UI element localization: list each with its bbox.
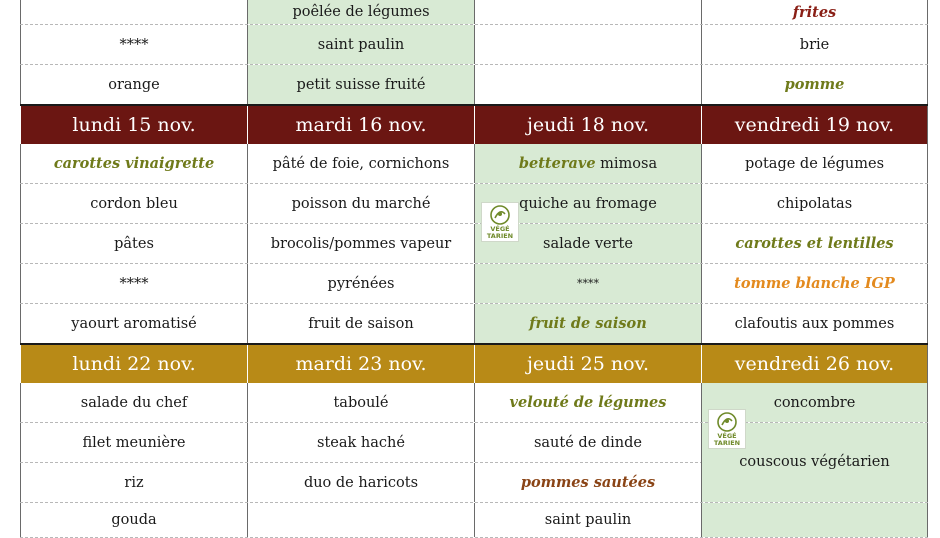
day-header: vendredi 26 nov. bbox=[701, 345, 928, 383]
menu-cell: potage de légumes bbox=[701, 144, 928, 183]
menu-cell bbox=[474, 0, 701, 24]
week3-block bbox=[20, 383, 928, 538]
menu-cell bbox=[701, 503, 928, 537]
menu-cell: steak haché bbox=[247, 423, 474, 462]
logo-text-1: VÉGÉ bbox=[490, 225, 510, 233]
menu-cell: pâté de foie, cornichons bbox=[247, 144, 474, 183]
menu-cell: quiche au fromage bbox=[474, 184, 701, 223]
menu-cell: fruit de saison bbox=[474, 304, 701, 343]
menu-cell: chipolatas bbox=[701, 184, 928, 223]
friday-main-dish-cell bbox=[701, 423, 928, 501]
day-header: jeudi 25 nov. bbox=[474, 345, 701, 383]
table-row bbox=[20, 184, 928, 224]
table-row bbox=[20, 224, 928, 264]
menu-cell bbox=[247, 503, 474, 537]
menu-cell: petit suisse fruité bbox=[247, 65, 474, 104]
menu-cell: pomme bbox=[701, 65, 928, 104]
day-header: lundi 15 nov. bbox=[20, 106, 247, 144]
menu-cell: cordon bleu bbox=[20, 184, 247, 223]
table-row bbox=[20, 65, 928, 106]
menu-item-label: salade verte bbox=[543, 235, 633, 252]
menu-cell: sauté de dinde bbox=[474, 423, 701, 462]
menu-cell: brie bbox=[701, 25, 928, 64]
menu-cell: saint paulin bbox=[247, 25, 474, 64]
menu-cell: poêlée de légumes bbox=[247, 0, 474, 24]
menu-cell: **** bbox=[20, 264, 247, 303]
menu-cell: concombre bbox=[701, 383, 928, 422]
menu-cell bbox=[474, 25, 701, 64]
table-row bbox=[20, 304, 928, 345]
menu-cell bbox=[474, 224, 701, 263]
menu-cell: carottes et lentilles bbox=[701, 224, 928, 263]
menu-cell: filet meunière bbox=[20, 423, 247, 462]
menu-cell: clafoutis aux pommes bbox=[701, 304, 928, 343]
vegetarian-logo-icon bbox=[708, 409, 746, 449]
menu-cell: pâtes bbox=[20, 224, 247, 263]
day-header: mardi 16 nov. bbox=[247, 106, 474, 144]
table-row bbox=[20, 0, 928, 25]
mimosa-label: mimosa bbox=[600, 155, 658, 172]
menu-cell: pyrénées bbox=[247, 264, 474, 303]
menu-cell: riz bbox=[20, 463, 247, 502]
vegetarian-logo-icon bbox=[481, 202, 519, 242]
menu-cell: taboulé bbox=[247, 383, 474, 422]
betterave-label: betterave bbox=[518, 155, 596, 172]
menu-cell: orange bbox=[20, 65, 247, 104]
menu-cell: poisson du marché bbox=[247, 184, 474, 223]
table-row bbox=[20, 264, 928, 304]
menu-cell: saint paulin bbox=[474, 503, 701, 537]
menu-cell: duo de haricots bbox=[247, 463, 474, 502]
menu-cell bbox=[20, 0, 247, 24]
day-header: vendredi 19 nov. bbox=[701, 106, 928, 144]
day-header: jeudi 18 nov. bbox=[474, 106, 701, 144]
menu-cell: velouté de légumes bbox=[474, 383, 701, 422]
menu-cell: yaourt aromatisé bbox=[20, 304, 247, 343]
table-row bbox=[20, 503, 928, 538]
table-row bbox=[20, 144, 928, 184]
menu-cell bbox=[474, 65, 701, 104]
menu-table bbox=[20, 0, 928, 538]
menu-cell: carottes vinaigrette bbox=[20, 144, 247, 183]
menu-cell: frites bbox=[701, 0, 928, 24]
menu-cell: tomme blanche IGP bbox=[701, 264, 928, 303]
menu-cell: **** bbox=[474, 264, 701, 303]
menu-cell: brocolis/pommes vapeur bbox=[247, 224, 474, 263]
week-header bbox=[20, 106, 928, 144]
table-row bbox=[20, 25, 928, 65]
menu-cell: fruit de saison bbox=[247, 304, 474, 343]
logo-text-1: VÉGÉ bbox=[717, 432, 737, 440]
table-row bbox=[20, 383, 928, 423]
menu-cell: pommes sautées bbox=[474, 463, 701, 502]
menu-cell: gouda bbox=[20, 503, 247, 537]
menu-cell: salade du chef bbox=[20, 383, 247, 422]
logo-text-2: TARIEN bbox=[486, 232, 514, 240]
logo-text-2: TARIEN bbox=[713, 439, 741, 447]
day-header: mardi 23 nov. bbox=[247, 345, 474, 383]
menu-item-label: couscous végétarien bbox=[739, 454, 890, 470]
menu-cell: **** bbox=[20, 25, 247, 64]
week-header bbox=[20, 345, 928, 383]
menu-cell bbox=[474, 144, 701, 183]
day-header: lundi 22 nov. bbox=[20, 345, 247, 383]
